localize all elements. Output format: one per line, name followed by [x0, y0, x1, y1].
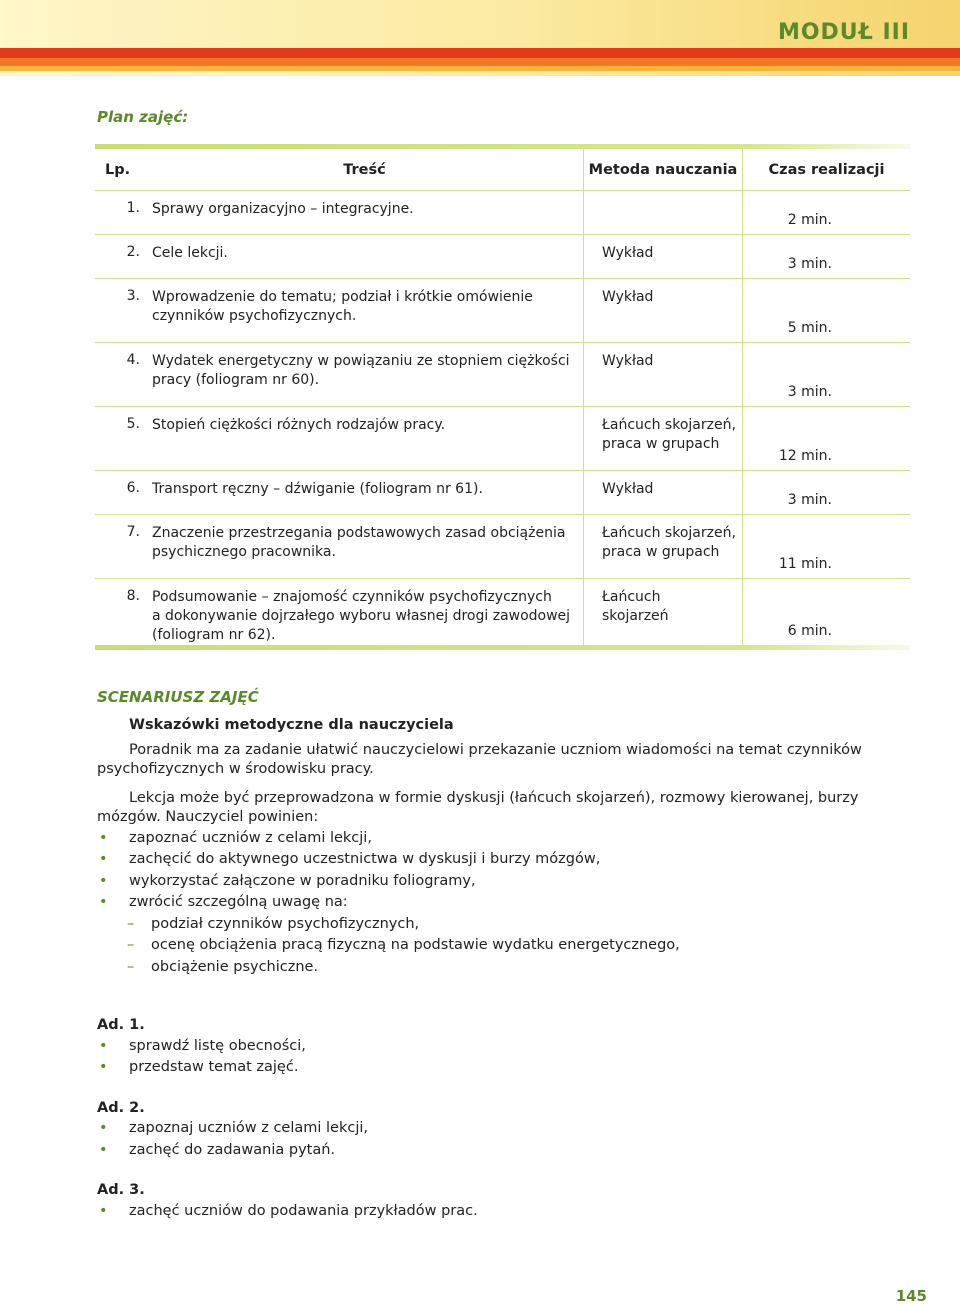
ad-section-title: Ad. 2.	[97, 1099, 145, 1116]
row-content	[146, 279, 584, 343]
list-item	[97, 828, 910, 850]
ad-section-list	[97, 1201, 910, 1223]
row-content-line: psychicznego pracownika.	[152, 544, 336, 560]
banner-stripe-yellow	[0, 66, 960, 71]
list-item	[97, 1201, 910, 1223]
list-item	[97, 849, 910, 871]
scenario-bullet-list	[97, 828, 910, 914]
plan-heading: Plan zajęć:	[97, 108, 189, 126]
banner-stripe-orange	[0, 58, 960, 66]
row-method	[584, 471, 743, 515]
bullet-icon: •	[99, 1141, 108, 1158]
row-method	[584, 407, 743, 471]
row-content	[146, 235, 584, 279]
row-method-line: Łańcuch	[602, 589, 661, 605]
row-number: 7.	[95, 515, 146, 579]
scenario-heading: SCENARIUSZ ZAJĘĆ	[97, 688, 259, 706]
row-time: 3 min.	[743, 343, 911, 407]
row-number: 1.	[95, 191, 146, 235]
scenario-subheading: Wskazówki metodyczne dla nauczyciela	[129, 717, 454, 733]
row-content-line: (foliogram nr 62).	[152, 627, 276, 643]
table-row	[95, 407, 910, 471]
ad-section-list	[97, 1036, 910, 1079]
table-row	[95, 579, 910, 646]
bullet-icon: –	[127, 937, 135, 953]
row-content-line: Podsumowanie – znajomość czynników psychofizycznych	[152, 589, 552, 605]
row-time: 5 min.	[743, 279, 911, 343]
bullet-icon: –	[127, 958, 135, 975]
list-item	[97, 1057, 910, 1079]
row-content	[146, 191, 584, 235]
row-method	[584, 579, 743, 646]
row-content-line: pracy (foliogram nr 60).	[152, 372, 320, 388]
row-method	[584, 279, 743, 343]
row-method-line: Łańcuch skojarzeń,	[602, 417, 736, 433]
row-method	[584, 343, 743, 407]
ad-section-title: Ad. 3.	[97, 1182, 145, 1198]
scenario-paragraph-1: Poradnik ma za zadanie ułatwić nauczycielowi przekazanie uczniom wiadomości na temat czynników psychofizycznych w środowisku pracy.	[97, 741, 862, 777]
row-time: 3 min.	[743, 235, 911, 279]
row-number: 8.	[95, 579, 146, 646]
table-row	[95, 279, 910, 343]
table-row	[95, 515, 910, 579]
list-item-text: zapoznaj uczniów z celami lekcji,	[129, 1120, 369, 1136]
row-time: 12 min.	[743, 407, 911, 471]
row-content-line: Wprowadzenie do tematu; podział i krótkie omówienie	[152, 289, 533, 305]
row-number: 5.	[95, 407, 146, 471]
ad-sections	[97, 1016, 910, 1222]
row-content-line: Znaczenie przestrzegania podstawowych zasad obciążenia	[152, 525, 566, 541]
col-header-lp: Lp.	[105, 161, 131, 178]
table-row	[95, 471, 910, 515]
row-content-line: Sprawy organizacyjno – integracyjne.	[152, 201, 414, 217]
row-method-line: praca w grupach	[602, 436, 720, 452]
table-header-row	[95, 149, 910, 191]
row-number: 4.	[95, 343, 146, 407]
bullet-icon: •	[99, 894, 108, 910]
bullet-icon: •	[99, 829, 108, 846]
row-method-line: Wykład	[602, 289, 654, 305]
bullet-icon: •	[99, 1037, 108, 1054]
row-content-line: Stopień ciężkości różnych rodzajów pracy.	[152, 417, 446, 433]
scenario-body	[97, 716, 910, 1222]
plan-table	[95, 144, 910, 650]
list-item-text: zapoznać uczniów z celami lekcji,	[129, 829, 372, 846]
list-item-text: podział czynników psychofizycznych,	[151, 915, 420, 932]
row-content-line: Cele lekcji.	[152, 245, 228, 261]
bullet-icon: •	[99, 1202, 108, 1219]
list-item	[97, 1118, 910, 1140]
row-number: 6.	[95, 471, 146, 515]
list-item-text: ocenę obciążenia pracą fizyczną na podstawie wydatku energetycznego,	[151, 937, 680, 953]
table-row	[95, 343, 910, 407]
table-row	[95, 191, 910, 235]
list-item	[97, 957, 910, 979]
bullet-icon: •	[99, 851, 108, 867]
row-content	[146, 343, 584, 407]
row-content-line: Transport ręczny – dźwiganie (foliogram nr 61).	[152, 481, 483, 497]
list-item-text: zachęć uczniów do podawania przykładów prac.	[129, 1202, 478, 1219]
row-method	[584, 515, 743, 579]
row-method-line: praca w grupach	[602, 544, 720, 560]
list-item	[97, 935, 910, 957]
table-bottom-rule	[95, 645, 910, 650]
row-time: 6 min.	[743, 579, 911, 646]
list-item-text: przedstaw temat zajęć.	[129, 1059, 299, 1075]
bullet-icon: •	[99, 872, 108, 889]
list-item	[97, 892, 910, 914]
list-item	[97, 871, 910, 893]
row-method-line: Wykład	[602, 245, 654, 261]
header-banner	[0, 0, 960, 76]
row-method-line: Łańcuch skojarzeń,	[602, 525, 736, 541]
row-number: 2.	[95, 235, 146, 279]
bullet-icon: •	[99, 1120, 108, 1136]
col-header-method: Metoda nauczania	[584, 149, 743, 191]
row-method	[584, 191, 743, 235]
module-title: MODUŁ III	[777, 20, 910, 45]
row-content	[146, 407, 584, 471]
bullet-icon: •	[99, 1059, 108, 1075]
list-item	[97, 914, 910, 936]
list-item-text: sprawdź listę obecności,	[129, 1037, 306, 1054]
table-row	[95, 235, 910, 279]
list-item-text: zachęć do zadawania pytań.	[129, 1141, 336, 1158]
list-item	[97, 1036, 910, 1058]
banner-stripe-red	[0, 48, 960, 58]
list-item-text: zachęcić do aktywnego uczestnictwa w dyskusji i burzy mózgów,	[129, 851, 601, 867]
ad-section-title: Ad. 1.	[97, 1017, 145, 1033]
ad-section-list	[97, 1118, 910, 1161]
bullet-icon: –	[127, 915, 135, 932]
row-content-line: a dokonywanie dojrzałego wyboru własnej drogi zawodowej	[152, 608, 571, 624]
col-header-time: Czas realizacji	[768, 161, 885, 178]
scenario-dash-list	[97, 914, 910, 979]
page-number: 145	[895, 1287, 927, 1305]
row-content-line: Wydatek energetyczny w powiązaniu ze stopniem ciężkości	[152, 353, 570, 369]
row-method-line: skojarzeń	[602, 608, 669, 624]
row-time: 2 min.	[743, 191, 911, 235]
list-item	[97, 1140, 910, 1162]
row-content-line: czynników psychofizycznych.	[152, 308, 357, 324]
list-item-text: wykorzystać załączone w poradniku foliogramy,	[129, 872, 476, 889]
list-item-text: obciążenie psychiczne.	[151, 958, 319, 975]
row-method-line: Wykład	[602, 481, 654, 497]
row-number: 3.	[95, 279, 146, 343]
row-content	[146, 515, 584, 579]
row-time: 11 min.	[743, 515, 911, 579]
row-method-line: Wykład	[602, 353, 654, 369]
row-time: 3 min.	[743, 471, 911, 515]
row-content	[146, 471, 584, 515]
col-header-content: Treść	[146, 149, 584, 191]
scenario-paragraph-2: Lekcja może być przeprowadzona w formie dyskusji (łańcuch skojarzeń), rozmowy kierowanej, burzy mózgów. Nauczyciel powinien:	[97, 789, 859, 825]
row-content	[146, 579, 584, 646]
row-method	[584, 235, 743, 279]
list-item-text: zwrócić szczególną uwagę na:	[129, 894, 348, 910]
